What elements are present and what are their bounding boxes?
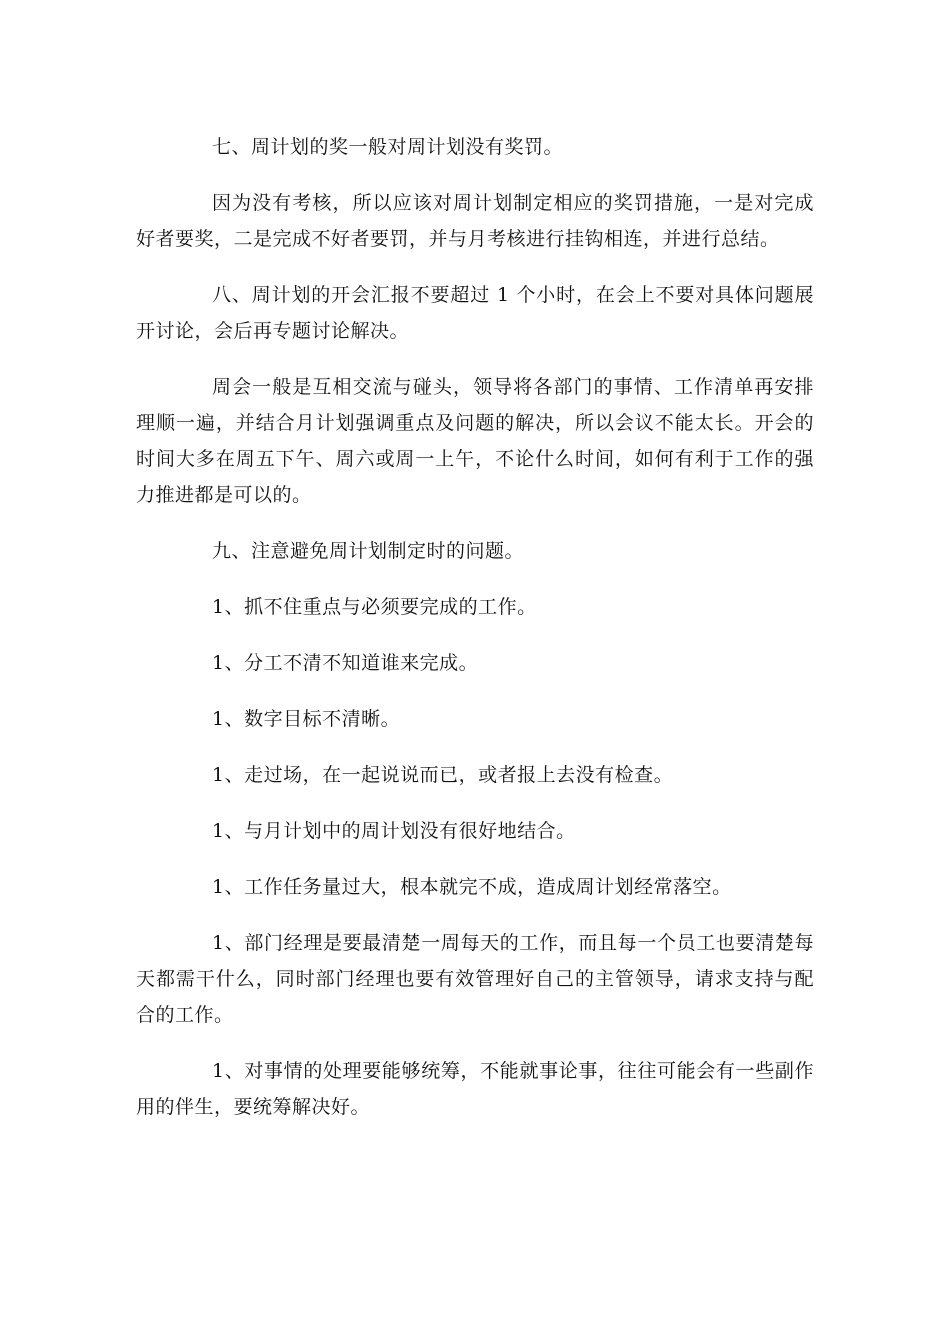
list-item: 1、对事情的处理要能够统筹，不能就事论事，往往可能会有一些副作用的伴生，要统筹解决好。: [136, 1060, 814, 1118]
list-item: 1、分工不清不知道谁来完成。: [212, 652, 479, 674]
document-body: [136, 129, 814, 1145]
paragraph-reward-measures: 因为没有考核，所以应该对周计划制定相应的奖罚措施，一是对完成好者要奖，二是完成不好者要罚，并与月考核进行挂钩相连，并进行总结。: [136, 192, 814, 250]
paragraph-section-eight: 八、周计划的开会汇报不要超过 1 个小时，在会上不要对具体问题展开讨论，会后再专题讨论解决。: [136, 284, 814, 342]
paragraph-section-seven: 七、周计划的奖一般对周计划没有奖罚。: [212, 136, 564, 158]
paragraph-section-nine: 九、注意避免周计划制定时的问题。: [212, 540, 525, 562]
list-item: 1、抓不住重点与必须要完成的工作。: [212, 596, 537, 618]
list-item: 1、部门经理是要最清楚一周每天的工作，而且每一个员工也要清楚每天都需干什么，同时部门经理也要有效管理好自己的主管领导，请求支持与配合的工作。: [136, 932, 814, 1026]
list-item: 1、数字目标不清晰。: [212, 708, 401, 730]
list-item: 1、工作任务量过大，根本就完不成，造成周计划经常落空。: [212, 876, 732, 898]
list-item: 1、走过场，在一起说说而已，或者报上去没有检查。: [212, 764, 674, 786]
paragraph-weekly-meeting: 周会一般是互相交流与碰头，领导将各部门的事情、工作清单再安排理顺一遍，并结合月计划强调重点及问题的解决，所以会议不能太长。开会的时间大多在周五下午、周六或周一上午，不论什么时间，如何有利于工作的强力推进都是可以的。: [136, 376, 814, 506]
list-item: 1、与月计划中的周计划没有很好地结合。: [212, 820, 576, 842]
